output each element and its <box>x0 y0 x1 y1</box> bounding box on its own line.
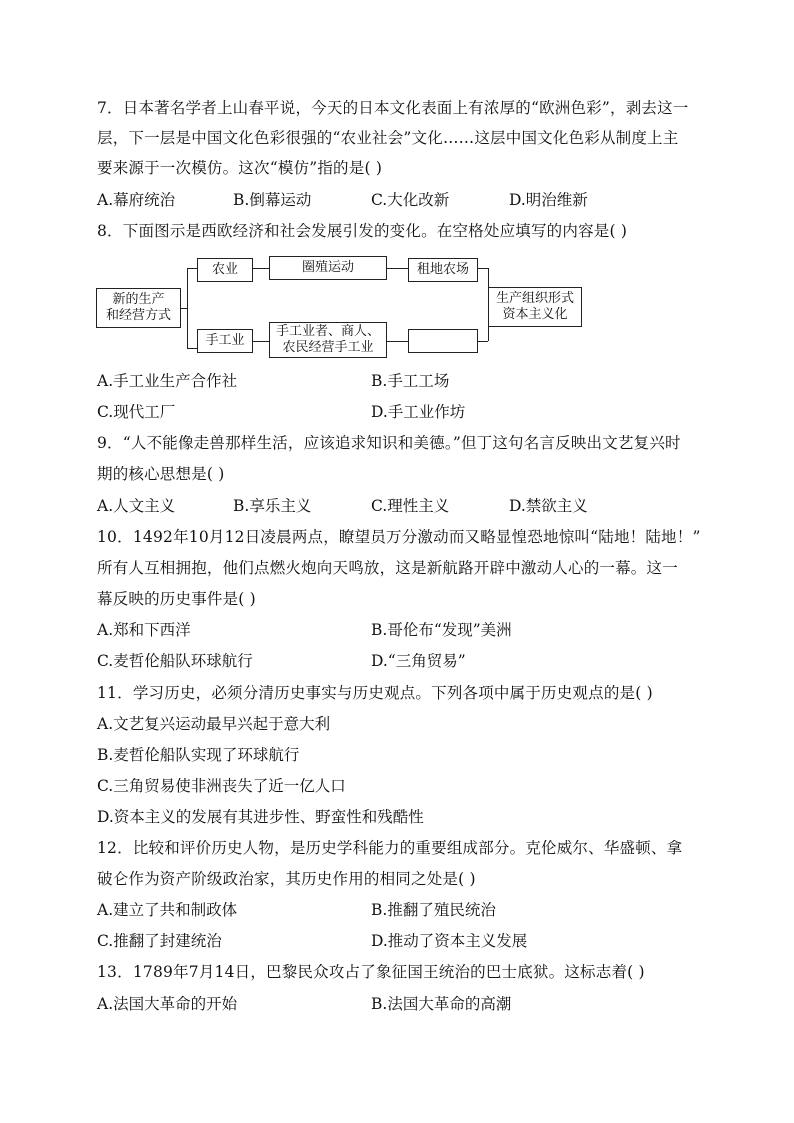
q7-line-1: 7．日本著名学者上山春平说，今天的日本文化表面上有浓厚的“欧洲色彩”，剥去这一 <box>97 99 689 117</box>
diagram-farm-box <box>408 258 478 282</box>
q8-option-a[interactable]: A.手工业生产合作社 <box>97 372 238 390</box>
diagram-capitalism-line2: 资本主义化 <box>502 307 568 322</box>
diagram-blank-box <box>408 329 478 353</box>
q12-option-a[interactable]: A.建立了共和制政体 <box>97 901 238 919</box>
diagram-new-production-box <box>96 288 181 328</box>
q7-option-a[interactable]: A.幕府统治 <box>97 191 176 209</box>
q10-option-a[interactable]: A.郑和下西洋 <box>97 621 191 639</box>
q10-line-3: 幕反映的历史事件是( ) <box>97 590 256 608</box>
diagram-workers-box <box>269 322 387 358</box>
diagram-connector <box>187 268 197 269</box>
q11-option-c[interactable]: C.三角贸易使非洲丧失了近一亿人口 <box>97 777 346 795</box>
diagram-connector <box>187 348 197 349</box>
q12-option-c[interactable]: C.推翻了封建统治 <box>97 932 222 950</box>
q13-option-b[interactable]: B.法国大革命的高潮 <box>371 995 512 1013</box>
q12-line-2: 破仑作为资产阶级政治家，其历史作用的相同之处是( ) <box>97 870 476 888</box>
q13-option-a[interactable]: A.法国大革命的开始 <box>97 995 238 1013</box>
q8-line-1: 8．下面图示是西欧经济和社会发展引发的变化。在空格处应填写的内容是( ) <box>97 222 628 240</box>
q7-line-2: 层，下一层是中国文化色彩很强的“农业社会”文化……这层中国文化色彩从制度上主 <box>97 129 679 147</box>
diagram-connector <box>253 341 269 342</box>
q11-line-1: 11．学习历史，必须分清历史事实与历史观点。下列各项中属于历史观点的是( ) <box>97 684 653 702</box>
q9-option-d[interactable]: D.禁欲主义 <box>509 497 588 515</box>
q13-line-1: 13．1789年7月14日，巴黎民众攻占了象征国王统治的巴士底狱。这标志着( ) <box>97 963 645 981</box>
q8-diagram <box>90 252 610 362</box>
q7-option-b[interactable]: B.倒幕运动 <box>233 191 312 209</box>
q12-option-d[interactable]: D.推动了资本主义发展 <box>371 932 528 950</box>
diagram-new-production-line2: 和经营方式 <box>105 308 171 323</box>
q10-option-c[interactable]: C.麦哲伦船队环球航行 <box>97 652 253 670</box>
diagram-handicraft-label: 手工业 <box>205 333 245 348</box>
q11-option-a[interactable]: A.文艺复兴运动最早兴起于意大利 <box>97 715 331 733</box>
q8-option-d[interactable]: D.手工业作坊 <box>371 403 466 421</box>
diagram-workers-line2: 农民经营手工业 <box>282 340 374 355</box>
diagram-farm-label: 租地农场 <box>416 262 469 277</box>
diagram-workers-line1: 手工业者、商人、 <box>275 324 380 339</box>
q10-option-b[interactable]: B.哥伦布“发现”美洲 <box>371 621 512 639</box>
diagram-capitalism-box <box>488 287 582 327</box>
q7-option-c[interactable]: C.大化改新 <box>371 191 450 209</box>
q9-option-c[interactable]: C.理性主义 <box>371 497 450 515</box>
diagram-agriculture-box <box>197 258 253 282</box>
q7-option-d[interactable]: D.明治维新 <box>509 191 588 209</box>
q11-option-d[interactable]: D.资本主义的发展有其进步性、野蛮性和残酷性 <box>97 808 424 826</box>
diagram-connector <box>478 341 488 342</box>
q7-line-3: 要来源于一次模仿。这次“模仿”指的是( ) <box>97 159 383 177</box>
q12-line-1: 12．比较和评价历史人物，是历史学科能力的重要组成部分。克伦威尔、华盛顿、拿 <box>97 839 683 857</box>
q9-option-b[interactable]: B.享乐主义 <box>233 497 312 515</box>
diagram-handicraft-box <box>197 329 253 353</box>
q9-line-2: 期的核心思想是( ) <box>97 465 225 483</box>
q9-line-1: 9．“人不能像走兽那样生活，应该追求知识和美德。”但丁这句名言反映出文艺复兴时 <box>97 434 681 452</box>
diagram-capitalism-line1: 生产组织形式 <box>495 291 574 306</box>
q10-line-2: 所有人互相拥抱，他们点燃火炮向天鸣放，这是新航路开辟中激动人心的一幕。这一 <box>97 559 678 577</box>
diagram-enclosure-box <box>269 256 387 280</box>
diagram-agriculture-label: 农业 <box>211 262 238 277</box>
diagram-connector <box>253 268 269 269</box>
q9-option-a[interactable]: A.人文主义 <box>97 497 176 515</box>
diagram-connector <box>478 268 488 269</box>
q8-option-c[interactable]: C.现代工厂 <box>97 403 176 421</box>
diagram-new-production-line1: 新的生产 <box>112 292 165 307</box>
q10-option-d[interactable]: D.“三角贸易” <box>371 652 466 670</box>
diagram-connector <box>387 341 408 342</box>
q12-option-b[interactable]: B.推翻了殖民统治 <box>371 901 496 919</box>
diagram-connector <box>387 268 408 269</box>
diagram-enclosure-label: 圈殖运动 <box>301 260 354 275</box>
diagram-bracket-left <box>187 268 188 348</box>
q11-option-b[interactable]: B.麦哲伦船队实现了环球航行 <box>97 746 300 764</box>
q10-line-1: 10．1492年10月12日凌晨两点，瞭望员万分激动而又略显惶恐地惊叫“陆地！陆地！” <box>97 528 701 546</box>
q8-option-b[interactable]: B.手工工场 <box>371 372 450 390</box>
